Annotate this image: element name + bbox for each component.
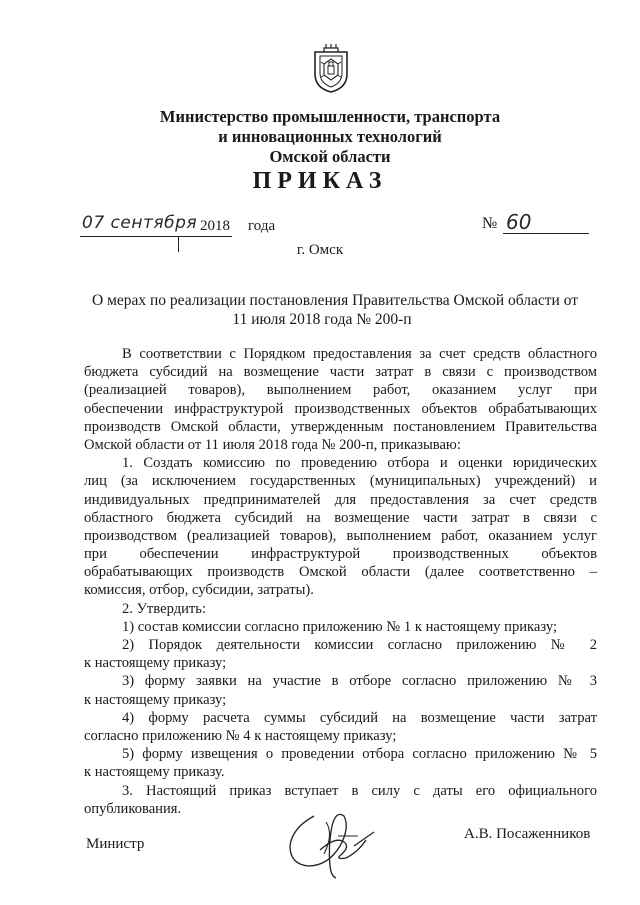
body-line: при обеспечении инфраструктурой производственных объектов	[84, 546, 597, 563]
order-subject	[92, 291, 579, 329]
subject-line: О мерах по реализации постановления Правительства Омской области от	[92, 292, 579, 309]
signatory-name: А.В. Посаженников	[464, 826, 591, 842]
ministry-name	[100, 107, 560, 167]
body-line: индивидуальных предпринимателей для предоставления за счет средств	[84, 491, 597, 508]
ministry-line: Омской области	[269, 147, 391, 166]
body-line: к настоящему приказу;	[84, 691, 227, 708]
city: г. Омск	[296, 242, 344, 258]
body-line: 2. Утвердить:	[122, 600, 207, 617]
body-line: В соответствии с Порядком предоставления за счет средств областного	[122, 346, 597, 362]
body-line: обеспечении инфраструктурой производственных объектов обрабатывающих	[84, 400, 597, 417]
date-year-word: года	[248, 218, 276, 234]
number-sign: №	[482, 215, 498, 232]
handwritten-signature-icon	[284, 806, 380, 882]
order-title: ПРИКАЗ	[252, 168, 388, 194]
body-line: областного бюджета субсидий на возмещение части затрат в связи с	[84, 509, 597, 526]
body-line: Омской области от 11 июля 2018 года № 200-п, приказываю:	[84, 436, 461, 453]
order-number: 60	[506, 210, 532, 234]
body-line: обрабатывающих производств Омской области (далее соответственно –	[84, 564, 597, 581]
body-line: 2) Порядок деятельности комиссии согласно приложению № 2	[122, 637, 597, 653]
ministry-line: Министерство промышленности, транспорта	[159, 107, 501, 126]
body-line: опубликования.	[84, 800, 182, 817]
subject-line: 11 июля 2018 года № 200-п	[232, 311, 412, 328]
ministry-line: и инновационных технологий	[218, 127, 442, 146]
signatory-title: Министр	[86, 836, 145, 852]
date-year: 2018	[200, 218, 230, 234]
body-line: к настоящему приказу;	[84, 655, 227, 672]
body-line: 1) состав комиссии согласно приложению № 1 к настоящему приказу;	[122, 618, 558, 635]
number-underline	[503, 233, 589, 234]
body-line: к настоящему приказу.	[84, 764, 225, 781]
body-line: 4) форму расчета суммы субсидий на возмещение части затрат	[122, 709, 597, 726]
body-line: 5) форму извещения о проведении отбора согласно приложению № 5	[122, 746, 597, 763]
body-line: производств Омской области, утвержденным постановлением Правительства	[84, 418, 597, 435]
date-underline	[80, 236, 232, 237]
handwritten-date: 07 сентября	[82, 213, 198, 233]
body-line: комиссия, отбор, субсидии, затраты).	[84, 582, 314, 599]
body-line: согласно приложению № 4 к настоящему приказу;	[84, 727, 397, 744]
body-line: 3) форму заявки на участие в отборе согласно приложению № 3	[122, 673, 597, 690]
body-line: (реализацией товаров), выполнением работ, оказанием услуг при	[84, 382, 597, 399]
body-line: 1. Создать комиссию по проведению отбора и оценки юридических	[122, 455, 597, 472]
order-body	[84, 345, 597, 818]
omsk-coat-of-arms-icon	[311, 44, 351, 94]
body-line: 3. Настоящий приказ вступает в силу с даты его официального	[122, 782, 597, 799]
body-line: бюджета субсидий на возмещение части затрат в связи с производством	[84, 364, 597, 381]
body-line: производством (реализацией товаров), выполнением работ, оказанием услуг	[84, 527, 597, 544]
body-line: лиц (за исключением государственных (муниципальных) учреждений) и	[84, 473, 597, 490]
